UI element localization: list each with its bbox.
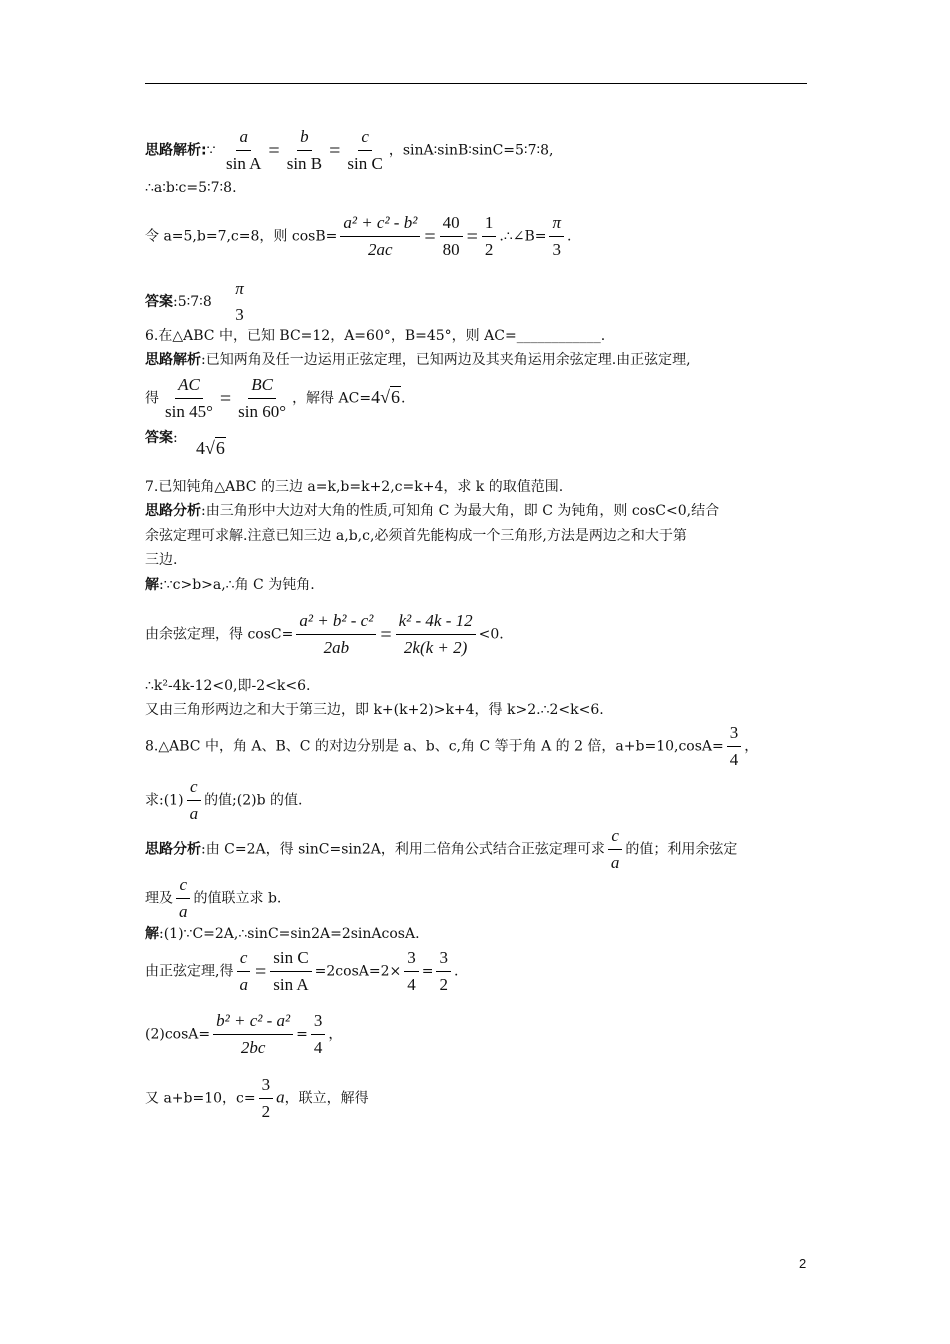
- c-over-a: $\frac{c}{a}$: [187, 776, 202, 825]
- header-rule: [145, 83, 807, 84]
- AC-over-sin45: $\frac{AC}{\sin 45^\circ}$: [165, 375, 213, 421]
- q6-answer: 答案:: [145, 430, 178, 446]
- q8-solution: 解:(1)∵C=2A,∴sinC=sin2A=2sinAcosA.: [145, 926, 420, 942]
- cosA-fraction: $\frac{\text{b² + c² - a²}}{2bc}$: [213, 1010, 293, 1059]
- frac-c-sinC: $\frac{c}{\text{sin C}}$: [347, 127, 383, 173]
- pi-over-3: $\frac{\pi}{3}$: [549, 212, 564, 261]
- q6-answer-value: 4√6: [196, 438, 225, 458]
- q8-sine-line: 由正弦定理,得 $\frac{c}{a}$ = $\frac{\text{sin C}}{\text{sin A}}$ =2cosA=2× $\frac{3}{4}$ = $\frac{3}{2}$ .: [145, 948, 459, 994]
- value-fraction: $\frac{40}{80}$: [440, 212, 463, 261]
- q8-analysis: 思路分析:由 C=2A，得 sinC=sin2A，利用二倍角公式结合正弦定理可求 $\frac{c}{a}$ 的值；利用余弦定: [145, 826, 738, 872]
- q7-cosC-line: 由余弦定理，得 cosC= $\frac{\text{a² + b² - c²}}{2ab}$ = $\frac{\text{k² - 4k - 12}}{2k(k + 2)}$ <0.: [145, 611, 504, 657]
- q8-question: 8.△ABC 中，角 A、B、C 的对边分别是 a、b、c,角 C 等于角 A 的 2 倍，a+b=10,cosA= $\frac{3}{4}$ ，: [145, 723, 759, 769]
- three-quarters: $\frac{3}{4}$: [727, 722, 742, 771]
- page-number: 2: [799, 1256, 807, 1271]
- q6-analysis: 思路解析:已知两角及任一边运用正弦定理，已知两边及其夹角运用余弦定理.由正弦定理,: [145, 352, 691, 368]
- half-fraction: $\frac{1}{2}$: [482, 212, 497, 261]
- q8-last: 又 a+b=10，c= $\frac{3}{2}$ a，联立，解得: [145, 1075, 369, 1121]
- q7-analysis-1: 思路分析:由三角形中大边对大角的性质,可知角 C 为最大角，即 C 为钝角，则 cosC<0,结合: [145, 503, 720, 519]
- cosB-fraction: $\frac{\text{a² + c² - b²}}{2ac}$: [340, 212, 420, 261]
- frac-a-sinA: $\frac{a}{\text{sin A}}$: [225, 127, 262, 173]
- q7-analysis-3: 三边.: [145, 552, 178, 568]
- s5-answer: 答案:5∶7∶8 π 3: [145, 278, 250, 326]
- s5-analysis-line: 思路解析:∵ $\frac{a}{\text{sin A}}$ = $\frac{b}{\text{sin B}}$ = $\frac{c}{\text{sin C}}$ ，sinA∶sinB∶sinC=5∶7∶8,: [145, 127, 554, 173]
- q7-question: 7.已知钝角△ABC 的三边 a=k,b=k+2,c=k+4，求 k 的取值范围.: [145, 479, 564, 495]
- q8-analysis-2: 理及 $\frac{c}{a}$ 的值联立求 b.: [145, 875, 282, 921]
- q7-analysis-2: 余弦定理可求解.注意已知三边 a,b,c,必须首先能构成一个三角形,方法是两边之和大于第: [145, 528, 687, 544]
- cosC-fraction: $\frac{\text{a² + b² - c²}}{2ab}$: [296, 610, 376, 659]
- s5-cosB-line: 令 a=5,b=7,c=8，则 cosB= $\frac{\text{a² + c² - b²}}{2ac}$ = $\frac{40}{80}$ = $\frac{1}{2}$ .∴∠B= $\frac{\pi}{3}$ .: [145, 213, 572, 259]
- q6-question: 6.在△ABC 中，已知 BC=12，A=60°，B=45°，则 AC=____________.: [145, 328, 606, 344]
- BC-over-sin60: $\frac{BC}{\sin 60^\circ}$: [238, 375, 287, 421]
- q6-sine-line: 得 $\frac{AC}{\sin 45^\circ}$ = $\frac{BC}{\sin 60^\circ}$ ，解得 AC=4√6.: [145, 375, 406, 421]
- answer-pi-over-3: π 3: [235, 279, 244, 324]
- q7-inequality: ∴k²-4k-12<0,即-2<k<6.: [145, 678, 311, 694]
- k-fraction: $\frac{\text{k² - 4k - 12}}{2k(k + 2)}$: [396, 610, 476, 659]
- q8-part2: (2)cosA= $\frac{\text{b² + c² - a²}}{2bc}$ = $\frac{3}{4}$ ，: [145, 1011, 343, 1057]
- q8-ask: 求:(1) $\frac{c}{a}$ 的值;(2)b 的值.: [145, 777, 303, 823]
- sinC-over-sinA: $\frac{\text{sin C}}{\text{sin A}}$: [270, 947, 311, 996]
- s5-ratio-sides: ∴a∶b∶c=5∶7∶8.: [145, 180, 237, 196]
- three-halves: $\frac{3}{2}$: [436, 947, 451, 996]
- frac-b-sinB: $\frac{b}{\text{sin B}}$: [286, 127, 323, 173]
- q7-triangle: 又由三角形两边之和大于第三边，即 k+(k+2)>k+4，得 k>2.∴2<k<6.: [145, 702, 604, 718]
- four-root-six: 4√6: [371, 386, 400, 407]
- q7-solution: 解:∵c>b>a,∴角 C 为钝角.: [145, 577, 315, 593]
